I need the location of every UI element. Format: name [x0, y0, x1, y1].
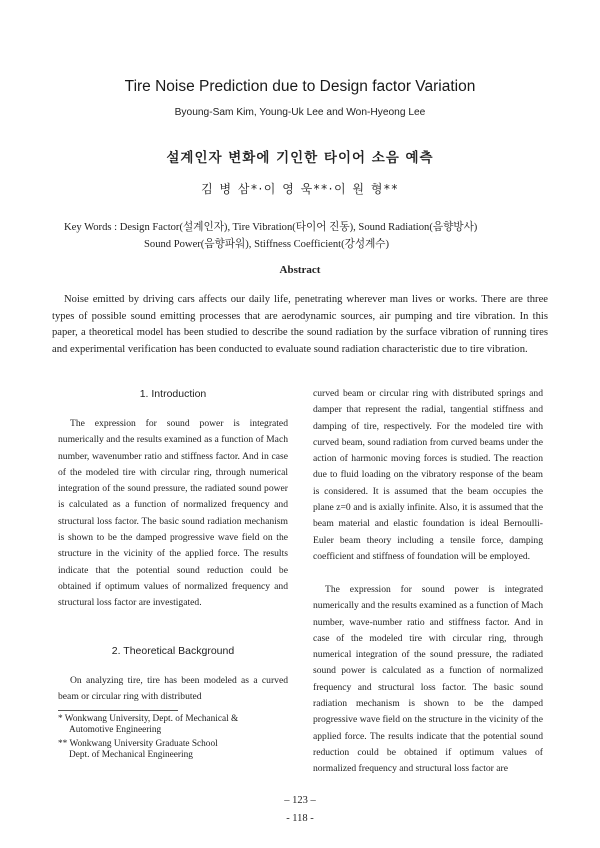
theoretical-background-text: On analyzing tire, tire has been modeled as a curved beam or circular ring with distributed	[58, 675, 288, 703]
paper-title-korean: 설계인자 변화에 기인한 타이어 소음 예측	[166, 150, 434, 166]
footnote-2-line-2: Dept. of Mechanical Engineering	[69, 750, 193, 761]
abstract-text: Noise emitted by driving cars affects our daily life, penetrating wherever man lives or works. There are three types of possible sound emitting processes that are aerodynamic sources, air pumping and tire vibration. In this paper, a theoretical model has been studied to describe the sound radiation by the surface vibration of running tires and experimental verification has been conducted to evaluate sound radiation characteristic due to tire vibration.	[52, 294, 548, 355]
keywords-line-1: Key Words : Design Factor(설계인자), Tire Vibration(타이어 진동), Sound Radiation(음향방사)	[64, 222, 478, 233]
paper-title: Tire Noise Prediction due to Design factor Variation	[124, 78, 476, 95]
footnote-1-line-1: * Wonkwang University, Dept. of Mechanical &	[58, 714, 239, 724]
right-column-paragraph-1: curved beam or circular ring with distributed springs and damper that represent the radial, tangential stiffness and damping of tire, respectively. For the modeled tire with curved beam, sound radiation from curved beams under the action of harmonic moving forces is studied. The reaction due to fluid loading on the vibratory response of the beam is considered. It is assumed that the beam occupies the plane z=0 and is axially infinite. Also, it is assumed that the beam material and elastic foundation is ideal Bernoulli-Euler beam theory including a tensile force, damping coefficient and stiffness of foundation will be employed.	[313, 388, 543, 562]
right-column-paragraph-2: The expression for sound power is integrated numerically and the results examined as a function of Mach number, wave-number ratio and stiffness factor. And in case of the modeled tire with circular ring, through numerical integration of the sound pressure, the radiated sound power is calculated as a function of normalized frequency and structural loss factor. The basic sound radiation mechanism is shown to be the damped progressive wave field on the structure in the vicinity of the applied force. The results indicate that the potential sound reduction could be obtained if optimum values of normalized frequency and structural loss factor are	[313, 584, 543, 775]
footnote-1-line-2: Automotive Engineering	[69, 725, 162, 736]
keywords-block	[64, 219, 477, 253]
authors-english: Byoung-Sam Kim, Young-Uk Lee and Won-Hyeong Lee	[174, 107, 426, 118]
theoretical-background-heading: 2. Theoretical Background	[111, 645, 235, 657]
introduction-heading: 1. Introduction	[139, 388, 207, 400]
document-page-number: - 118 -	[286, 813, 314, 824]
footnote-1	[58, 714, 238, 737]
authors-korean: 김 병 삼*·이 영 욱**·이 원 형**	[201, 182, 399, 196]
abstract-heading: Abstract	[279, 264, 321, 276]
proceedings-page-number: – 123 –	[284, 795, 316, 806]
footnote-2	[58, 739, 218, 762]
introduction-text: The expression for sound power is integrated numerically and the results examined as a function of Mach number, wavenumber ratio and stiffness factor. And in case of the modeled tire with circular ring, through numerical integration of the sound pressure, the radiated sound power is calculated as a function of normalized frequency and structural loss factor. The basic sound radiation mechanism is shown to be the damped progressive wave field on the structure in the vicinity of the applied force. The results indicate that the potential sound reduction could be obtained if optimum values of normalized frequency and structural loss factor are investigated.	[58, 418, 288, 609]
keywords-line-2: Sound Power(음향파워), Stiffness Coefficient(강성계수)	[144, 239, 390, 250]
footnote-divider	[58, 710, 178, 711]
footnote-2-line-1: ** Wonkwang University Graduate School	[58, 739, 218, 749]
